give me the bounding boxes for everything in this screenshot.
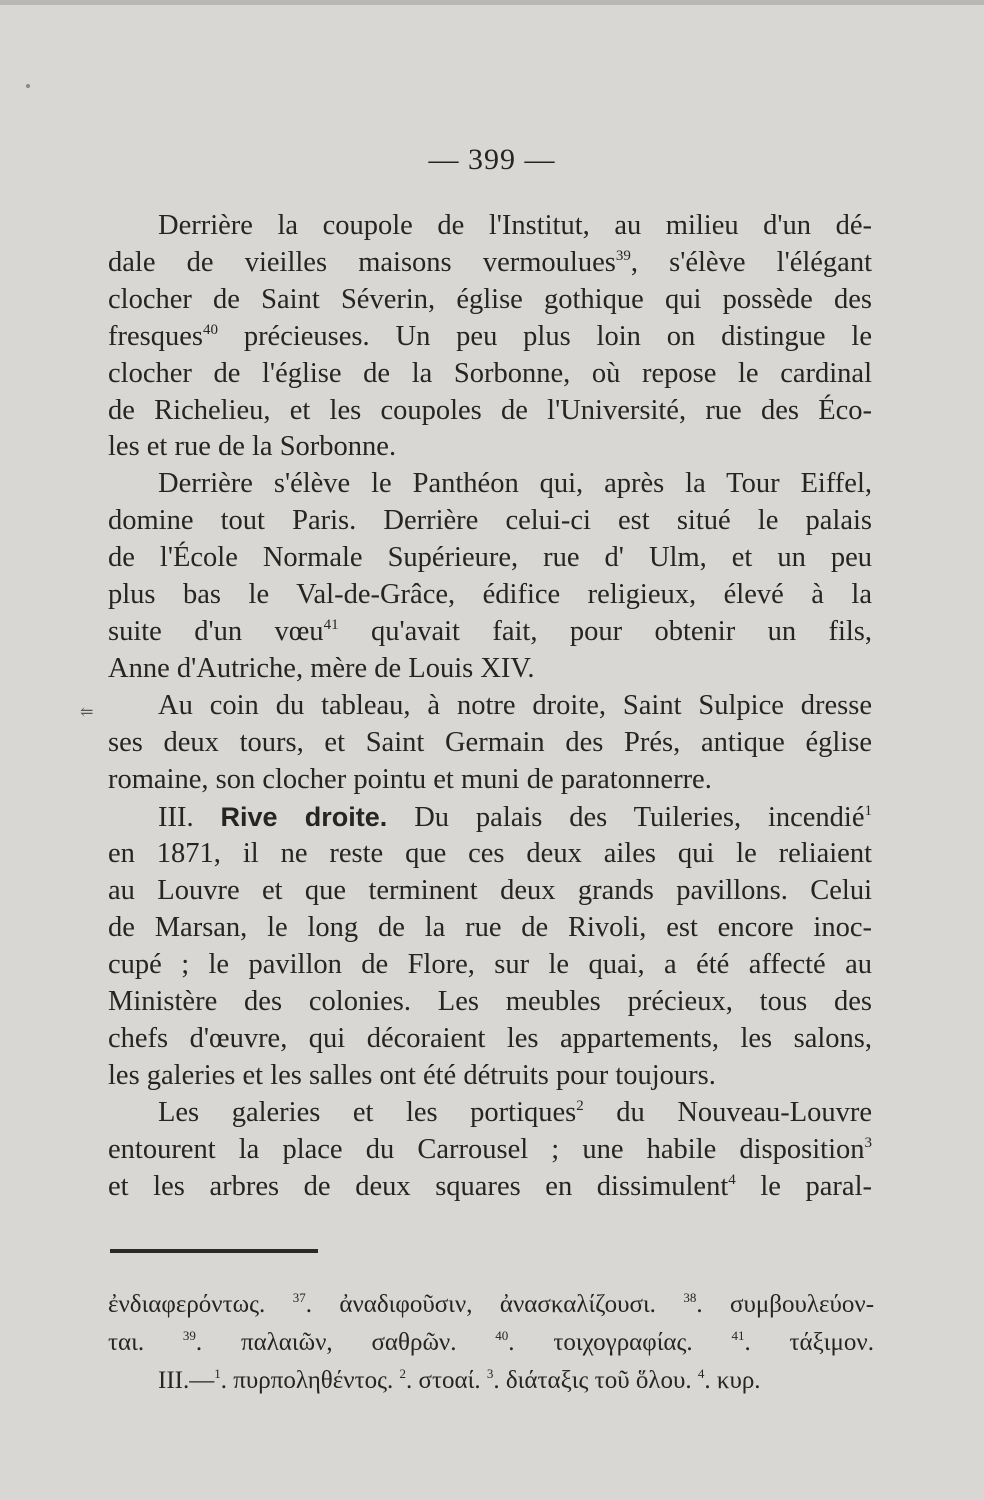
footnote-line: ἐνδιαφερόντως. $^{37}$. ἀναδιφοῦσιν, ἀνασκαλίζουσι. $^{38}$. συμβουλεύον- [108,1290,875,1318]
text-line: Anne d'Autriche, mère de Louis XIV. [108,652,535,684]
text-line: Au coin du tableau, à notre droite, Saint Sulpice dresse [158,689,872,721]
footnote-ref: 41 [323,616,339,633]
section-heading: Rive droite. [220,801,388,832]
paragraph-1 [108,208,872,466]
text-line: et les arbres de deux squares en dissimulent$^4$ le paral- [108,1170,872,1202]
text-line: clocher de l'église de la Sorbonne, où repose le cardinal [108,357,872,389]
text-line: plus bas le Val-de-Grâce, édifice religieux, élevé à la [108,579,872,611]
text-line: entourent la place du Carrousel ; une habile disposition$^3$ [108,1133,872,1165]
footnote-line: III.—$^1$. πυρποληθέντος. $^2$. στοαί. $^3$. διάταξις τοῦ ὅλου. $^4$. κυρ. [158,1366,761,1394]
footnote-line: ται. $^{39}$. παλαιῶν, σαθρῶν. $^{40}$. τοιχογραφίας. $^{41}$. τάξιμον. [108,1328,874,1356]
text-line: en 1871, il ne reste que ces deux ailes qui le reliaient [108,838,872,870]
text-line: de l'École Normale Supérieure, rue d' Ulm, et un peu [108,542,872,574]
text-line: chefs d'œuvre, qui décoraient les appartements, les salons, [108,1022,872,1054]
text-line: de Richelieu, et les coupoles de l'Université, rue des Éco- [108,394,872,426]
footnote-ref: 2 [576,1097,584,1114]
text-line: fresques$^{40}$ précieuses. Un peu plus loin on distingue le [108,320,872,352]
footnote-ref: 3 [864,1134,872,1151]
footnote-ref: 4 [728,1171,736,1188]
text-line: Ministère des colonies. Les meubles précieux, tous des [108,986,872,1018]
text-line: les galeries et les salles ont été détruits pour toujours. [108,1059,716,1091]
text-line: Les galeries et les portiques$^2$ du Nouveau-Louvre [158,1096,873,1128]
paragraph-2 [108,466,872,687]
footnote-ref: 1 [864,802,872,819]
text-line: les et rue de la Sorbonne. [108,431,397,463]
paragraph-5 [108,1095,872,1206]
section-number: III. [158,801,194,833]
paragraph-4 [108,799,872,1095]
text-line: clocher de Saint Séverin, église gothique qui possède des [108,283,872,315]
page-number: — 399 — [428,143,556,176]
text-line: romaine, son clocher pointu et muni de paratonnerre. [108,763,712,795]
text-line: III. Rive droite. Du palais des Tuileries, incendié$^1$ [158,801,872,833]
text-line: domine tout Paris. Derrière celui-ci est situé le palais [108,505,872,537]
text-line: au Louvre et que terminent deux grands pavillons. Celui [108,875,872,907]
text-line: Derrière la coupole de l'Institut, au milieu d'un dé- [158,210,872,241]
footnotes [108,1286,874,1400]
text-line: de Marsan, le long de la rue de Rivoli, est encore inoc- [108,912,872,944]
text-line: suite d'un vœu$^{41}$ qu'avait fait, pour obtenir un fils, [108,615,872,647]
text-line: cupé ; le pavillon de Flore, sur le quai, a été affecté au [108,949,872,981]
footnote-ref: 39 [615,247,631,264]
text-line: Derrière s'élève le Panthéon qui, après la Tour Eiffel, [158,468,872,500]
page-top-edge [0,0,984,5]
margin-arrow-mark: ⥢ [80,704,94,721]
body-text [108,208,872,1205]
footnote-separator [110,1249,318,1253]
text-line: dale de vieilles maisons vermoulues$^{39}$, s'élève l'élégant [108,246,872,278]
text-line: ses deux tours, et Saint Germain des Prés, antique église [108,726,872,758]
paragraph-3 [108,688,872,799]
paper-speck [26,84,30,88]
footnote-ref: 40 [202,321,218,338]
